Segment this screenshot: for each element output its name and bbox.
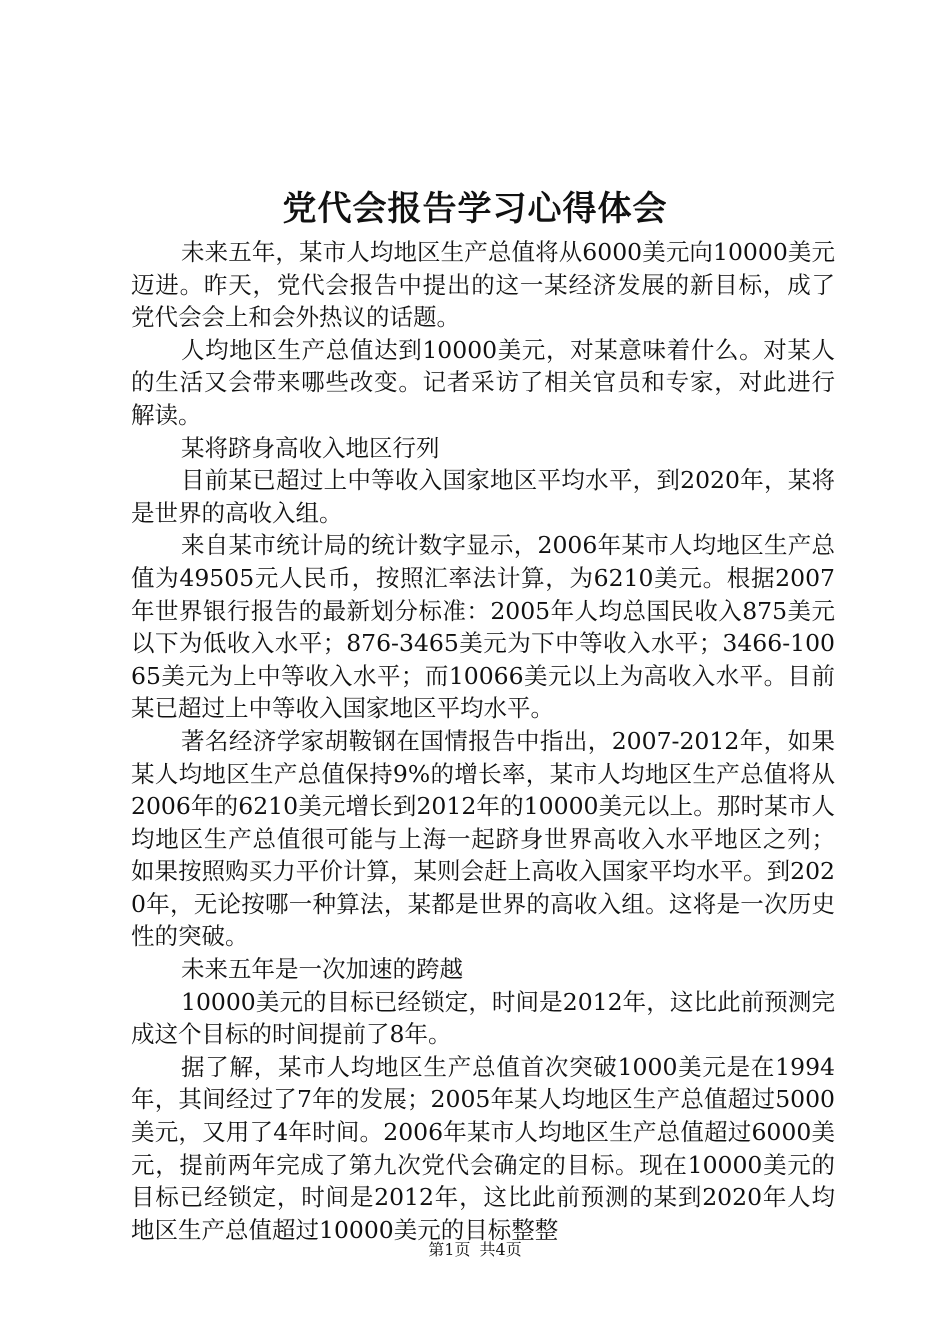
section-heading: 未来五年是一次加速的跨越 [181,955,463,984]
paragraph: 目前某已超过上中等收入国家地区平均水平，到2020年，某将是世界的高收入组。 [131,466,835,527]
paragraph: 人均地区生产总值达到10000美元，对某意味着什么。对某人的生活又会带来哪些改变。记者采访了相关官员和专家，对此进行解读。 [131,335,835,429]
document-title: 党代会报告学习心得体会 [282,189,668,229]
section-heading: 某将跻身高收入地区行列 [181,433,440,462]
paragraph: 据了解，某市人均地区生产总值首次突破1000美元是在1994年，其间经过了7年的发展；2005年某人均地区生产总值超过5000美元，又用了4年时间。2006年某市人均地区生产总值超过6000美元，提前两年完成了第九次党代会确定的目标。现在10000美元的目标已经锁定，时间是2012年，这比此前预测的某到2020年人均地区生产总值超过10000美元的目标整整 [131,1052,835,1244]
paragraph: 10000美元的目标已经锁定，时间是2012年，这比此前预测完成这个目标的时间提前了8年。 [131,987,835,1049]
document-body [131,236,835,1246]
paragraph: 著名经济学家胡鞍钢在国情报告中指出，2007-2012年，如果某人均地区生产总值保持9%的增长率，某市人均地区生产总值将从2006年的6210美元增长到2012年的10000美元以上。那时某市人均地区生产总值很可能与上海一起跻身世界高收入水平地区之列；如果按照购买力平价计算，某则会赶上高收入国家平均水平。到2020年，无论按哪一种算法，某都是世界的高收入组。这将是一次历史性的突破。 [131,726,835,951]
paragraph: 未来五年，某市人均地区生产总值将从6000美元向10000美元迈进。昨天，党代会报告中提出的这一某经济发展的新目标，成了党代会会上和会外热议的话题。 [131,238,835,332]
page-footer: 第1页 共4页 [428,1240,522,1259]
paragraph: 来自某市统计局的统计数字显示，2006年某市人均地区生产总值为49505元人民币，按照汇率法计算，为6210美元。根据2007年世界银行报告的最新划分标准：2005年人均总国民收入875美元以下为低收入水平；876-3465美元为下中等收入水平；3466-10065美元为上中等收入水平；而10066美元以上为高收入水平。目前某已超过上中等收入国家地区平均水平。 [131,531,835,723]
